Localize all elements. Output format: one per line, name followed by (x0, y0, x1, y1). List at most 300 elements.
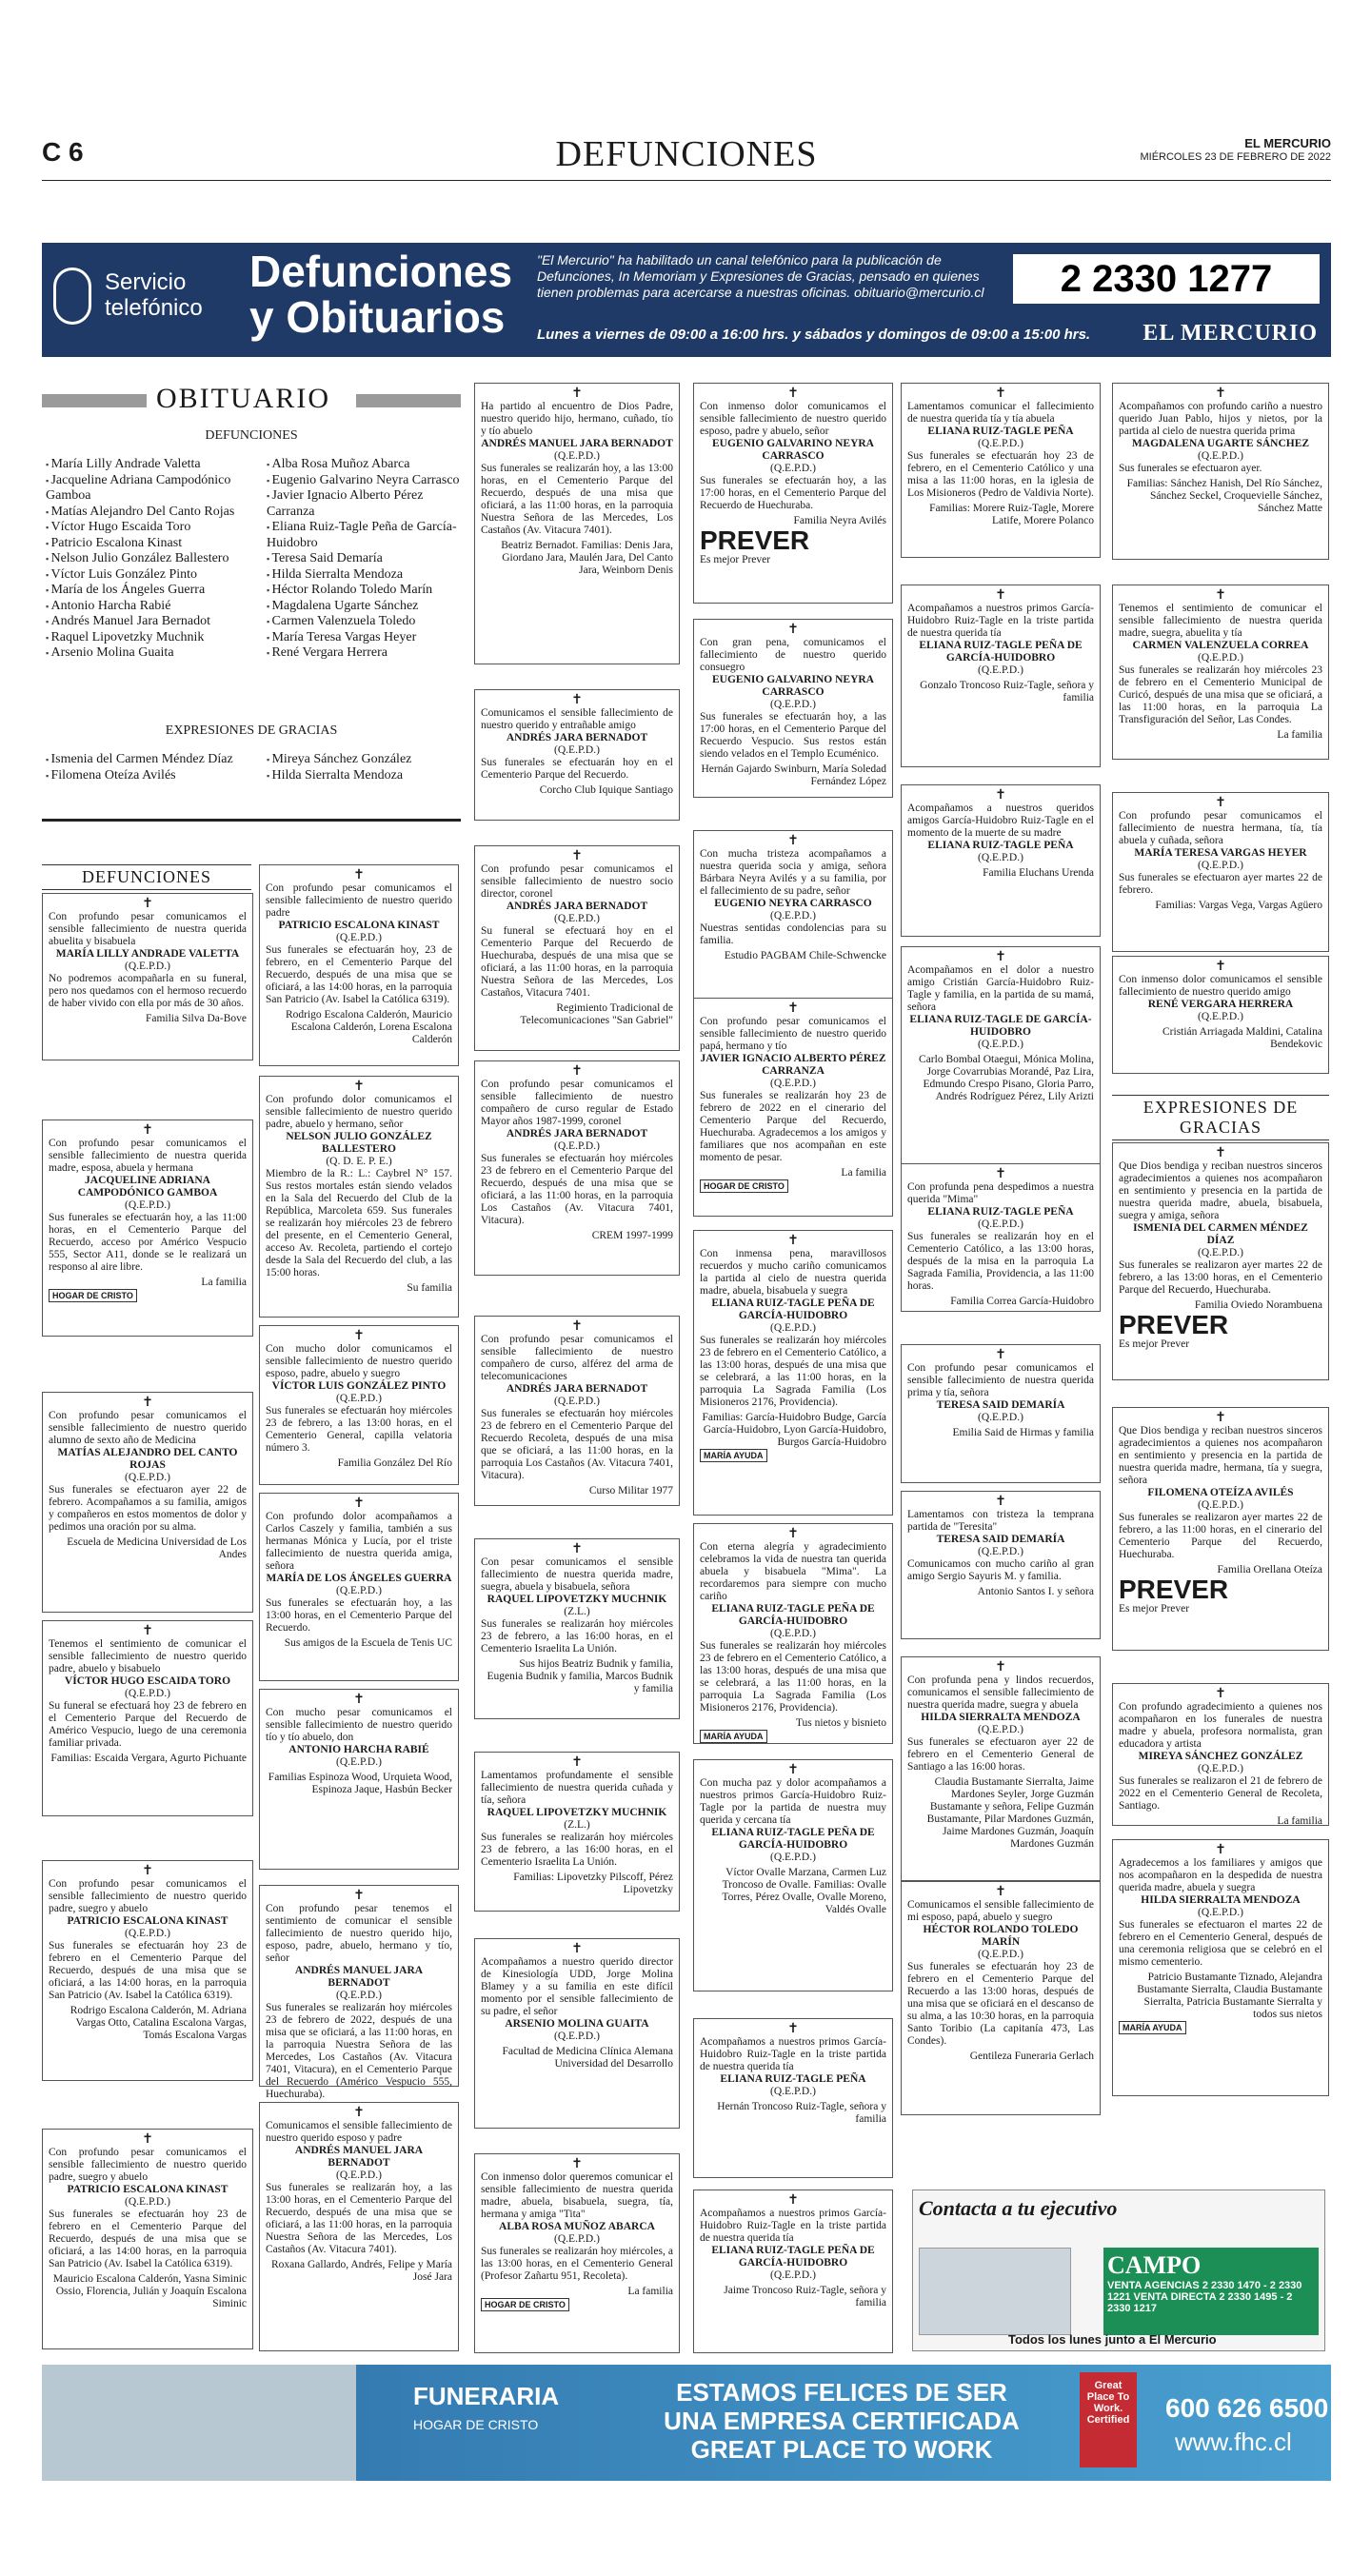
cross-icon: ✝ (142, 1624, 153, 1638)
cross-icon: ✝ (787, 1527, 799, 1541)
notice-box (1112, 585, 1329, 760)
notice-signature: Familias: Vargas Vega, Vargas Agüero (1155, 900, 1322, 911)
notice-body: Sus funerales se efectuarán hoy, a las 17:00 horas, en el Cementerio Parque del Recuerdo Vespucio. Sus restos están siendo velados en el Templo Ecuménico. (700, 711, 886, 760)
notice-box (259, 2102, 459, 2351)
masthead (1140, 137, 1331, 164)
banner-title (249, 248, 512, 340)
rip-mark: (Q.E.P.D.) (336, 1585, 382, 1596)
deceased-name: ANDRÉS JARA BERNADOT (506, 1128, 648, 1139)
notice-intro: Con eterna alegría y agradecimiento celebramos la vida de nuestra tan querida abuela y bisabuela "Mima". La recordaremos para siempre con mucho cariño (700, 1541, 886, 1602)
deceased-name: ANDRÉS JARA BERNADOT (506, 732, 648, 743)
cross-icon: ✝ (787, 2193, 799, 2208)
notice-intro: Acompañamos a nuestros queridos amigos García-Huidobro Ruiz-Tagle en el momento de la muerte de su madre (907, 803, 1094, 839)
deceased-name: HÉCTOR ROLANDO TOLEDO MARÍN (923, 1924, 1079, 1948)
ad-sales-box (1103, 2248, 1319, 2335)
rip-mark: (Q.E.P.D.) (978, 852, 1023, 863)
deceased-name: HILDA SIERRALTA MENDOZA (921, 1712, 1081, 1723)
sponsor-logo-text: HOGAR DE CRISTO (481, 2298, 569, 2311)
index-entry: ▪ Patricio Escalona Kinast (46, 536, 255, 552)
notice-box (42, 1120, 253, 1337)
notice-body: Sus funerales se efectuarán hoy miércoles 23 de febrero en el Cementerio Parque del Recuerdo Recoleta, después de una misa que se oficiará, a las 11:00 horas, en la parroquia Los Castaños (Av. Vitacura 7401, Vitacura). (481, 1408, 673, 1481)
notice-body: Nuestras sentidas condolencias para su familia. (700, 922, 886, 946)
index-entry: ▪ Héctor Rolando Toledo Marín (267, 583, 467, 599)
notice-body: Sus funerales se efectuarán hoy, a las 17:00 horas, en el Cementerio Parque del Recuerdo de Huechuraba. (700, 475, 886, 511)
deceased-name: ARSENIO MOLINA GUAITA (505, 2018, 649, 2030)
notice-intro: Con profundo pesar comunicamos el sensible fallecimiento de nuestro querido padre, suegro y abuelo (49, 1878, 247, 1914)
index-entry: ▪ María de los Ángeles Guerra (46, 583, 255, 599)
cross-icon: ✝ (353, 2106, 365, 2120)
notice-box (474, 1316, 680, 1506)
notice-signature: Víctor Ovalle Marzana, Carmen Luz Troncoso de Ovalle. Familias: Ovalle Torres, Pérez Ovalle, Ovalle Moreno, Valdés Ovalle (722, 1867, 886, 1915)
rip-mark: (Q.E.P.D.) (1198, 1499, 1243, 1511)
notice-intro: Con profundo pesar comunicamos el sensible fallecimiento de nuestro querido padre, suegro y abuelo (49, 2147, 247, 2183)
index-gracias-title: EXPRESIONES DE GRACIAS (165, 723, 338, 738)
cross-icon: ✝ (142, 1123, 153, 1138)
cross-icon: ✝ (995, 1495, 1006, 1509)
notice-box (474, 845, 680, 1051)
cross-icon: ✝ (571, 693, 583, 707)
notice-body: Sus funerales se efectuaron ayer martes 22 de febrero. (1119, 872, 1322, 896)
rip-mark: (Z.L.) (564, 1606, 590, 1617)
notice-body: Sus funerales se realizarán hoy, a las 13:00 horas, en el Cementerio Parque del Recuerdo, después de una misa que se oficiará, a las 11:00 horas, en la parroquia Nuestra Señora de las Mercedes, Los Castaños (Av. Vitacura 7401). (266, 2182, 452, 2255)
notice-intro: Con profundo agradecimiento a quienes nos acompañaron en los funerales de nuestra madre y abuela, profesora normalista, gran educadora y artista (1119, 1701, 1322, 1750)
notice-signature: Familia Orellana Oteíza (1217, 1564, 1322, 1575)
notice-box (1112, 792, 1329, 952)
notice-body: Sus funerales se efectuarán hoy en el Cementerio Parque del Recuerdo. (481, 757, 673, 781)
deceased-name: ELIANA RUIZ-TAGLE DE GARCÍA-HUIDOBRO (909, 1014, 1092, 1038)
deceased-name: ANDRÉS JARA BERNADOT (506, 901, 648, 912)
index-entry: ▪ Javier Ignacio Alberto Pérez Carranza (267, 488, 467, 520)
rip-mark: (Q.E.P.D.) (554, 1140, 600, 1152)
notice-box (901, 1163, 1101, 1312)
prever-tagline: Es mejor Prever (1119, 1603, 1190, 1615)
cross-icon: ✝ (353, 1693, 365, 1707)
rip-mark: (Q.E.P.D.) (978, 1949, 1023, 1960)
notice-signature: Familias: García-Huidobro Budge, García García-Huidobro, Lyon García-Huidobro, Burgos García-Huidobro (702, 1412, 886, 1448)
notice-intro: Lamentamos comunicar el fallecimiento de nuestra querida tía y tía abuela (907, 401, 1094, 425)
cross-icon: ✝ (787, 623, 799, 637)
cross-icon: ✝ (353, 1889, 365, 1903)
notice-body: Sus funerales se efectuarán hoy 23 de febrero en el Cementerio Parque del Recuerdo, después de una misa que se oficiará, a las 14:00 horas, en la parroquia San Patricio (Av. Isabel la Católica 6319). (49, 2209, 247, 2269)
rip-mark: (Q.E.P.D.) (1198, 652, 1243, 664)
deceased-name: EUGENIO NEYRA CARRASCO (714, 898, 872, 909)
notice-body: Sus funerales se efectuarán hoy, a las 13:00 horas, en el Cementerio Parque del Recuerdo. (266, 1597, 452, 1634)
notice-signature: Familias Espinoza Wood, Urquieta Wood, Espinoza Jaque, Hasbún Becker (268, 1772, 452, 1795)
notice-signature: Familias: Morere Ruiz-Tagle, Morere Latife, Morere Polanco (929, 503, 1094, 526)
notice-box (259, 1885, 459, 2100)
notice-body: No podremos acompañarla en su funeral, pero nos quedamos con el hermoso recuerdo de haber vivido con ella por más de 30 años. (49, 973, 247, 1009)
notice-intro: Acompañamos con profundo cariño a nuestro querido Juan Pablo, hijos y nietos, por la partida al cielo de nuestra querida prima (1119, 401, 1322, 437)
notice-body: Sus funerales se efectuaron ayer 22 de febrero. Acompañamos a su familia, amigos y compañeros en estos momentos de dolor y pedimos una oración por su alma. (49, 1484, 247, 1533)
notice-signature: Beatriz Bernadot. Familias: Denis Jara, Giordano Jara, Maulén Jara, Del Canto Jara, Weinborn Denis (501, 540, 673, 576)
cross-icon: ✝ (1215, 1146, 1226, 1160)
notice-box (693, 383, 893, 604)
index-entry: ▪ Hilda Sierralta Mendoza (267, 768, 467, 784)
footer-brand-name: FUNERARIA (413, 2382, 560, 2410)
notice-signature: Hernán Troncoso Ruiz-Tagle, señora y familia (717, 2101, 886, 2125)
notice-signature: Rodrigo Escalona Calderón, M. Adriana Vargas Otto, Catalina Escalona Vargas, Tomás Escalona Vargas (70, 2005, 247, 2041)
cross-icon: ✝ (995, 950, 1006, 964)
notice-signature: Roxana Gallardo, Andrés, Felipe y María José Jara (270, 2259, 452, 2283)
rip-mark: (Q.E.P.D.) (125, 1688, 170, 1699)
notice-box (693, 1230, 893, 1516)
divider (42, 819, 461, 822)
notice-intro: Acompañamos a nuestros primos García-Huidobro Ruiz-Tagle en la triste partida de nuestra querida tía (907, 603, 1094, 639)
notice-intro: Que Dios bendiga y reciban nuestros sinceros agradecimientos a quienes nos acompañaron en sentimiento y presencia en la partida de nuestra querida madre, abuela, bisabuela, suegra y amiga, señora (1119, 1160, 1322, 1221)
rip-mark: (Q.E.P.D.) (554, 744, 600, 756)
notice-body: Comunicamos con mucho cariño al gran amigo Sergio Sayuris M. y familia. (907, 1558, 1094, 1582)
deceased-name: ANDRÉS MANUEL JARA BERNADOT (294, 1965, 424, 1989)
rip-mark: (Q.E.P.D.) (1198, 1907, 1243, 1918)
notice-box (42, 1860, 253, 2081)
deceased-name: ANTONIO HARCHA RABIÉ (288, 1744, 429, 1755)
notice-intro: Acompañamos a nuestro querido director de Kinesiología UDD, Jorge Molina Blamey y a su familia en este difícil momento por el sensible fallecimiento de su padre, el señor (481, 1956, 673, 2017)
notice-signature: La familia (1277, 729, 1322, 741)
notice-intro: Con mucha tristeza acompañamos a nuestra querida socia y amiga, señora Bárbara Neyra Avilés y a su familia, por el fallecimiento de su padre, señor (700, 848, 886, 897)
notice-intro: Con profunda pena y lindos recuerdos, comunicamos el sensible fallecimiento de nuestra querida madre, suegra y abuela (907, 1674, 1094, 1711)
rip-mark: (Q.E.P.D.) (336, 1990, 382, 2001)
notice-intro: Con profundo pesar comunicamos el fallecimiento de nuestra hermana, tía, tía abuela y cuñada, señora (1119, 810, 1322, 846)
cross-icon: ✝ (1215, 1411, 1226, 1425)
deceased-name: TERESA SAID DEMARÍA (936, 1399, 1065, 1411)
cross-icon: ✝ (787, 1234, 799, 1248)
notice-intro: Que Dios bendiga y reciban nuestros sinceros agradecimientos a quienes nos acompañaron en sentimiento y presencia en la partida de nuestra querida madre, hermana, tía y suegra, señora (1119, 1425, 1322, 1486)
rip-mark: (Q.E.P.D.) (770, 699, 816, 710)
notice-box (901, 784, 1101, 937)
notice-intro: Comunicamos el sensible fallecimiento de nuestro querido esposo y padre (266, 2120, 452, 2144)
cross-icon: ✝ (787, 1001, 799, 1016)
notice-box (474, 1060, 680, 1276)
deceased-name: HILDA SIERRALTA MENDOZA (1141, 1894, 1301, 1906)
cross-icon: ✝ (1215, 960, 1226, 974)
notice-box (1112, 956, 1329, 1074)
notice-signature: Familia Silva Da-Bove (145, 1013, 247, 1024)
rip-mark: (Q.E.P.D.) (978, 1219, 1023, 1230)
notice-intro: Tenemos el sentimiento de comunicar el sensible fallecimiento de nuestro querido padre, abuelo y bisabuelo (49, 1638, 247, 1674)
notice-signature: Facultad de Medicina Clínica Alemana Universidad del Desarrollo (502, 2046, 673, 2070)
rip-mark: (Q.E.P.D.) (336, 2170, 382, 2181)
cross-icon: ✝ (571, 386, 583, 401)
deceased-name: RAQUEL LIPOVETZKY MUCHNIK (487, 1594, 667, 1605)
notice-signature: Familia Correa García-Huidobro (950, 1296, 1094, 1307)
rip-mark: (Q.E.P.D.) (770, 463, 816, 474)
notice-body: Sus funerales se realizaron ayer martes 22 de febrero, a las 11:00 horas, en el cinerario del Cementerio Parque del Recuerdo, Huechuraba. (1119, 1512, 1322, 1560)
index-entry: ▪ Magdalena Ugarte Sánchez (267, 599, 467, 615)
index-entry: ▪ Nelson Julio González Ballestero (46, 551, 255, 567)
rip-mark: (Q.E.P.D.) (554, 913, 600, 924)
notice-signature: Mauricio Escalona Calderón, Yasna Siminic Ossio, Florencia, Julián y Joaquín Escalona Siminic (52, 2273, 247, 2309)
notice-signature: Corcho Club Iquique Santiago (539, 784, 673, 796)
notice-box (1112, 1142, 1329, 1380)
rip-mark: (Q.E.P.D.) (978, 1039, 1023, 1050)
notice-signature: CREM 1997-1999 (591, 1230, 673, 1241)
deceased-name: ALBA ROSA MUÑOZ ABARCA (499, 2221, 655, 2232)
notice-box (42, 2129, 253, 2349)
index-entry: ▪ René Vergara Herrera (267, 645, 467, 662)
notice-intro: Con profundo pesar tenemos el sentimiento de comunicar el sensible fallecimiento de nuestro querido hijo, esposo, padre, abuelo, hermano y tío, señor (266, 1903, 452, 1964)
notice-box (901, 1881, 1101, 2115)
sponsor-logo (700, 1179, 886, 1193)
cross-icon: ✝ (787, 386, 799, 401)
notice-signature: La familia (841, 1167, 886, 1179)
notice-signature: Familia Oviedo Norambuena (1194, 1299, 1322, 1311)
rip-mark: (Q.E.P.D.) (1198, 450, 1243, 462)
deceased-name: MATÍAS ALEJANDRO DEL CANTO ROJAS (57, 1447, 238, 1471)
gptw-badge: Great Place To Work. Certified (1080, 2372, 1137, 2467)
index-entry: ▪ María Lilly Andrade Valetta (46, 457, 255, 473)
deceased-name: PATRICIO ESCALONA KINAST (67, 1915, 228, 1927)
cross-icon: ✝ (353, 868, 365, 882)
gracias-column-head: EXPRESIONES DE GRACIAS (1112, 1095, 1329, 1140)
index-list-left (46, 457, 255, 662)
notice-intro: Con profundo dolor acompañamos a Carlos Caszely y familia, también a sus hermanas Mónica y Lucía, por el triste fallecimiento de nuestra querida amiga, señora (266, 1511, 452, 1572)
deceased-name: ELIANA RUIZ-TAGLE PEÑA DE GARCÍA-HUIDOBRO (711, 1603, 875, 1627)
notice-signature: Hernán Gajardo Swinburn, María Soledad Fernández López (701, 763, 886, 787)
banner-brand: EL MERCURIO (1142, 321, 1318, 346)
rip-mark: (Q.E.P.D.) (554, 2031, 600, 2042)
notice-body: Sus funerales se efectuarán hoy 23 de febrero en el Cementerio Parque del Recuerdo a las 13:00 horas, después de una misa que se oficiará en el descanso de su alma, a las 10:30 horas, en la parroquia Santo Toribio (La capitanía 473, Las Condes). (907, 1961, 1094, 2047)
sponsor-logo (49, 1289, 247, 1302)
notice-intro: Con mucha paz y dolor acompañamos a nuestros primos García-Huidobro Ruiz-Tagle por la partida de nuestra muy querida y cercana tía (700, 1777, 886, 1826)
page-number: C 6 (42, 137, 84, 167)
sponsor-logo (700, 1730, 886, 1743)
deceased-name: JACQUELINE ADRIANA CAMPODÓNICO GAMBOA (77, 1175, 218, 1199)
masthead-title: EL MERCURIO (1244, 136, 1331, 150)
notice-intro: Con profundo pesar comunicamos el sensible fallecimiento de nuestro querido alumno de sexto año de Medicina (49, 1410, 247, 1446)
notice-signature: Gonzalo Troncoso Ruiz-Tagle, señora y familia (920, 680, 1094, 703)
ad-sales-phones: VENTA AGENCIAS 2 2330 1470 - 2 2330 1221 VENTA DIRECTA 2 2330 1495 - 2 2330 1217 (1107, 2280, 1302, 2314)
notice-box (474, 1938, 680, 2129)
notice-body: Sus funerales se efectuaron ayer. (1119, 463, 1262, 474)
notice-signature: Emilia Said de Hirmas y familia (952, 1427, 1094, 1438)
notice-box (474, 689, 680, 821)
rip-mark: (Q.E.P.D.) (978, 1546, 1023, 1557)
notice-body: Sus funerales se realizarán hoy miércoles 23 de febrero de 2022, después de una misa que se oficiará, a las 11:00 horas, en la parroquia Nuestra Señora de las Mercedes, Los Castaños (Av. Vitacura 7401, Vitacura), en el Cementerio Parque del Recuerdo (Américo Vespucio 555, Huechuraba). (266, 2002, 452, 2100)
notice-signature: La familia (627, 2286, 673, 2297)
notice-intro: Con mucho pesar comunicamos el sensible fallecimiento de nuestro querido tío y tío abuelo, don (266, 1707, 452, 1743)
notice-box (474, 1538, 680, 1719)
rip-mark: (Q.E.P.D.) (554, 1396, 600, 1407)
deceased-name: EUGENIO GALVARINO NEYRA CARRASCO (712, 674, 874, 698)
banner-title-line1: Defunciones (249, 247, 513, 296)
sponsor-logo-text: HOGAR DE CRISTO (700, 1179, 788, 1193)
notice-signature: Familia Neyra Avilés (793, 515, 886, 526)
prever-logo: PREVER (700, 525, 810, 555)
rip-mark: (Q.E.P.D.) (978, 664, 1023, 676)
banner-hours: Lunes a viernes de 09:00 a 16:00 hrs. y sábados y domingos de 09:00 a 15:00 hrs. (537, 327, 1091, 343)
sponsor-logo (1119, 2021, 1322, 2034)
notice-intro: Acompañamos a nuestros primos García-Huidobro Ruiz-Tagle en la triste partida de nuestra querida tía (700, 2208, 886, 2244)
cross-icon: ✝ (1215, 1687, 1226, 1701)
rip-mark: (Q.E.P.D.) (978, 1412, 1023, 1423)
notice-intro: Con profunda pena despedimos a nuestra querida "Mima" (907, 1181, 1094, 1205)
rip-mark: (Q.E.P.D.) (978, 438, 1023, 449)
notice-signature: Gentileza Funeraria Gerlach (969, 2051, 1094, 2062)
magazine-cover (919, 2248, 1071, 2335)
deceased-name: ANDRÉS JARA BERNADOT (506, 1383, 648, 1395)
notice-intro: Con profundo pesar comunicamos el sensible fallecimiento de nuestra querida madre, esposa, abuela y hermana (49, 1138, 247, 1174)
notice-box (42, 1620, 253, 1816)
notice-box (259, 864, 459, 1066)
notice-signature: Familia Eluchans Urenda (983, 867, 1094, 879)
notice-box (474, 383, 680, 664)
index-entry: ▪ Raquel Lipovetzky Muchnik (46, 630, 255, 646)
ad-campo-logo: CAMPO (1107, 2251, 1202, 2279)
deceased-name: ELIANA RUIZ-TAGLE PEÑA (927, 1206, 1074, 1218)
deceased-name: ELIANA RUIZ-TAGLE PEÑA DE GARCÍA-HUIDOBRO (711, 2245, 875, 2269)
notice-intro: Con inmenso dolor queremos comunicar el sensible fallecimiento de nuestra querida madre, abuela, bisabuela, suegra, tía, hermana y amiga "Tita" (481, 2171, 673, 2220)
notice-intro: Con inmenso dolor comunicamos el sensible fallecimiento de nuestro querido amigo (1119, 974, 1322, 998)
index-entry: ▪ Hilda Sierralta Mendoza (267, 567, 467, 584)
campo-ad[interactable] (912, 2190, 1325, 2351)
index-entry: ▪ Filomena Oteíza Avilés (46, 768, 255, 784)
cross-icon: ✝ (995, 588, 1006, 603)
cross-icon: ✝ (353, 1496, 365, 1511)
notice-intro: Con profundo dolor comunicamos el sensible fallecimiento de nuestro querido padre, abuelo y hermano, señor (266, 1094, 452, 1130)
heading-bar (356, 394, 461, 407)
prever-tagline: Es mejor Prever (1119, 1338, 1190, 1350)
notice-signature: La familia (201, 1277, 247, 1288)
notice-box (259, 1689, 459, 1870)
notice-intro: Con profundo pesar comunicamos el sensible fallecimiento de nuestro querido papá, hermano y tío (700, 1016, 886, 1052)
footer-line1: ESTAMOS FELICES DE SER (676, 2378, 1007, 2407)
deceased-name: ELIANA RUIZ-TAGLE PEÑA (927, 840, 1074, 851)
notice-signature: Sus hijos Beatriz Budnik y familia, Eugenia Budnik y familia, Marcos Budnik y familia (487, 1658, 673, 1694)
notice-box (901, 383, 1101, 558)
notice-signature: Jaime Troncoso Ruiz-Tagle, señora y familia (724, 2285, 886, 2308)
notice-intro: Comunicamos el sensible fallecimiento de nuestro querido y entrañable amigo (481, 707, 673, 731)
notice-intro: Con pesar comunicamos el sensible fallecimiento de nuestra querida madre, suegra, abuela y bisabuela, señora (481, 1556, 673, 1593)
notice-intro: Con inmensa pena, maravillosos recuerdos y mucho cariño comunicamos la partida al cielo de nuestra querida madre, abuela, bisabuela y suegra (700, 1248, 886, 1297)
sponsor-logo-text: MARÍA AYUDA (700, 1730, 767, 1743)
notice-body: Sus funerales se efectuarán hoy 23 de febrero en el Cementerio Parque del Recuerdo, después de una misa que se oficiará, a las 14:00 horas, en la parroquia San Patricio (Av. Isabel la Católica 6319). (49, 1940, 247, 2001)
notice-box (1112, 1839, 1329, 2096)
notice-signature: Estudio PAGBAM Chile-Schwencke (724, 950, 886, 961)
notice-signature: Familias: Escaida Vergara, Agurto Pichuante (50, 1753, 247, 1764)
obituario-title: OBITUARIO (156, 383, 330, 414)
notice-intro: Con inmenso dolor comunicamos el sensible fallecimiento de nuestro querido esposo, padre y abuelo, señor (700, 401, 886, 437)
cross-icon: ✝ (353, 1080, 365, 1094)
rip-mark: (Z.L.) (564, 1819, 590, 1831)
index-entry: ▪ Alba Rosa Muñoz Abarca (267, 457, 467, 473)
deceased-name: VÍCTOR HUGO ESCAIDA TORO (64, 1675, 231, 1687)
deceased-name: ELIANA RUIZ-TAGLE PEÑA DE GARCÍA-HUIDOBRO (711, 1827, 875, 1851)
banner-title-line2: y Obituarios (249, 292, 506, 342)
notice-signature: Familias: Lipovetzky Pilscoff, Pérez Lipovetzky (513, 1872, 673, 1895)
defunciones-column-head: DEFUNCIONES (42, 864, 251, 890)
notice-signature: Sus amigos de la Escuela de Tenis UC (284, 1637, 452, 1649)
footer-message (623, 2378, 1061, 2464)
sponsor-logo (481, 2298, 673, 2311)
notice-box (474, 2153, 680, 2353)
rip-mark: (Q.E.P.D.) (770, 1322, 816, 1334)
notice-intro: Lamentamos con tristeza la temprana partida de "Teresita" (907, 1509, 1094, 1533)
index-entry: ▪ Jacqueline Adriana Campodónico Gamboa (46, 473, 255, 505)
cross-icon: ✝ (571, 1064, 583, 1079)
notice-signature: Escuela de Medicina Universidad de Los Andes (67, 1536, 247, 1560)
cross-icon: ✝ (571, 2157, 583, 2171)
notice-box (259, 1076, 459, 1318)
notice-intro: Acompañamos a nuestros primos García-Huidobro Ruiz-Tagle en la triste partida de nuestra querida tía (700, 2036, 886, 2072)
index-entry: ▪ Víctor Luis González Pinto (46, 567, 255, 584)
notice-body: Sus funerales se realizarán hoy miércoles 23 de febrero en el Cementerio Católico, a las 13:00 horas, después de una misa que se celebrará, a las 11:00 horas, en la parroquia La Sagrada Familia (Los Misioneros 2176, Providencia). (700, 1335, 886, 1408)
notice-box (1112, 1683, 1329, 1826)
cross-icon: ✝ (142, 1864, 153, 1878)
deceased-name: PATRICIO ESCALONA KINAST (278, 920, 440, 931)
notice-box (901, 946, 1101, 1167)
deceased-name: NELSON JULIO GONZÁLEZ BALLESTERO (286, 1131, 432, 1155)
index-entry: ▪ María Teresa Vargas Heyer (267, 630, 467, 646)
notice-box (693, 998, 893, 1217)
index-entry: ▪ Eliana Ruiz-Tagle Peña de García-Huidobro (267, 520, 467, 551)
cross-icon: ✝ (787, 834, 799, 848)
notice-box (693, 2018, 893, 2178)
deceased-name: JAVIER IGNACIO ALBERTO PÉREZ CARRANZA (700, 1053, 886, 1077)
notice-body: Sus funerales se efectuarán hoy miércoles 23 de febrero, a las 13:00 horas, en el Cementerio General, capilla velatoria número 3. (266, 1405, 452, 1454)
footer-line2: UNA EMPRESA CERTIFICADA (664, 2407, 1020, 2435)
notice-body: Su funeral se efectuará hoy 23 de febrero en el Cementerio Parque del Recuerdo de Américo Vespucio, luego de una ceremonia familiar privada. (49, 1700, 247, 1749)
sponsor-logo-text: MARÍA AYUDA (700, 1449, 767, 1462)
notice-signature: La familia (1277, 1815, 1322, 1827)
notice-body: Sus funerales se efectuaron el martes 22 de febrero en el Cementerio General, después de una ceremonia religiosa que se celebró en el mismo cementerio. (1119, 1919, 1322, 1968)
footer-brand-sub: HOGAR DE CRISTO (413, 2417, 539, 2432)
notice-signature: Patricio Bustamante Tiznado, Alejandra Bustamante Sierralta, Claudia Bustamante Sierralta, Patricia Bustamante Sierralta y todos sus nietos (1137, 1972, 1322, 2020)
index-entry: ▪ Matías Alejandro Del Canto Rojas (46, 505, 255, 521)
notice-body: Sus funerales se efectuarán hoy 23 de febrero, en el Cementerio Católico y una misa a las 11:00 horas, en la iglesia de Los Misioneros (Pedro de Valdivia Norte). (907, 450, 1094, 499)
notice-box (901, 585, 1101, 767)
notice-box (693, 1759, 893, 1991)
deceased-name: ANDRÉS MANUEL JARA BERNADOT (294, 2145, 424, 2169)
notice-box (901, 1344, 1101, 1483)
rip-mark: (Q.E.P.D.) (1198, 1011, 1243, 1022)
notice-intro: Ha partido al encuentro de Dios Padre, nuestro querido hijo, hermano, cuñado, tío y tío abuelo (481, 401, 673, 437)
index-entry: ▪ Andrés Manuel Jara Bernadot (46, 614, 255, 630)
deceased-name: TERESA SAID DEMARÍA (936, 1534, 1065, 1545)
rip-mark: (Q.E.P.D.) (978, 1724, 1023, 1735)
notice-signature: Antonio Santos I. y señora (977, 1586, 1094, 1597)
cross-icon: ✝ (142, 1396, 153, 1410)
deceased-name: MAGDALENA UGARTE SÁNCHEZ (1131, 438, 1310, 449)
index-defunciones-title: DEFUNCIONES (205, 428, 298, 443)
phone-service-banner (42, 243, 1331, 357)
notice-intro: Con profundo pesar comunicamos el sensible fallecimiento de nuestra querida prima y tía, señora (907, 1362, 1094, 1398)
notice-body: Sus funerales se realizarán hoy, a las 13:00 horas, en el Cementerio Parque del Recuerdo, después de una misa que oficiará, a las 11:00 horas, en la parroquia Nuestra Señora de las Mercedes, Los Castaños (Av. Vitacura 7401). (481, 463, 673, 536)
rip-mark: (Q.E.P.D.) (770, 1078, 816, 1089)
cross-icon: ✝ (1215, 796, 1226, 810)
rip-mark: (Q.E.P.D.) (1198, 1247, 1243, 1258)
sponsor-logo (700, 1449, 886, 1462)
notice-body: Sus funerales se realizarán hoy miércoles 23 de febrero, a las 16:00 horas, en el Cementerio Israelita La Unión. (481, 1618, 673, 1655)
phone-icon (53, 268, 91, 325)
sponsor-logo-text: HOGAR DE CRISTO (49, 1289, 137, 1302)
deceased-name: FILOMENA OTEÍZA AVILÉS (1147, 1487, 1294, 1498)
deceased-name: MARÍA TERESA VARGAS HEYER (1134, 847, 1307, 859)
notice-body: Sus funerales se efectuarán hoy, 23 de febrero, en el Cementerio Parque del Recuerdo, después de una misa que se oficiará, a las 14:00 horas, en la parroquia San Patricio (Av. Isabel la Católica 6319). (266, 944, 452, 1005)
cross-icon: ✝ (571, 1755, 583, 1770)
deceased-name: MARÍA DE LOS ÁNGELES GUERRA (266, 1573, 452, 1584)
notice-body: Sus funerales se realizarán hoy miércoles 23 de febrero en el Cementerio Católico, a las 13:00 horas, después de una misa que se celebrará, a las 11:00 horas, en la parroquia La Sagrada Familia (Los Misioneros 2176, Providencia). (700, 1640, 886, 1714)
prever-tagline: Es mejor Prever (700, 554, 771, 565)
deceased-name: ANDRÉS MANUEL JARA BERNADOT (481, 438, 673, 449)
notice-box (1112, 383, 1329, 560)
footer-web[interactable]: www.fhc.cl (1175, 2427, 1292, 2456)
notice-body: Sus funerales se realizarán hoy en el Cementerio Católico, a las 13:00 horas, después de la misa en la parroquia La Sagrada Familia, Providencia, a las 11:00 horas. (907, 1231, 1094, 1292)
footer-brand (413, 2382, 559, 2439)
notice-body: Sus funerales se realizarán hoy miércoles, a las 13:00 horas, en el Cementerio General (Profesor Zañartu 951, Recoleta). (481, 2246, 673, 2282)
page-header (42, 133, 1331, 181)
cross-icon: ✝ (142, 897, 153, 911)
footer-ad[interactable] (42, 2365, 1331, 2481)
